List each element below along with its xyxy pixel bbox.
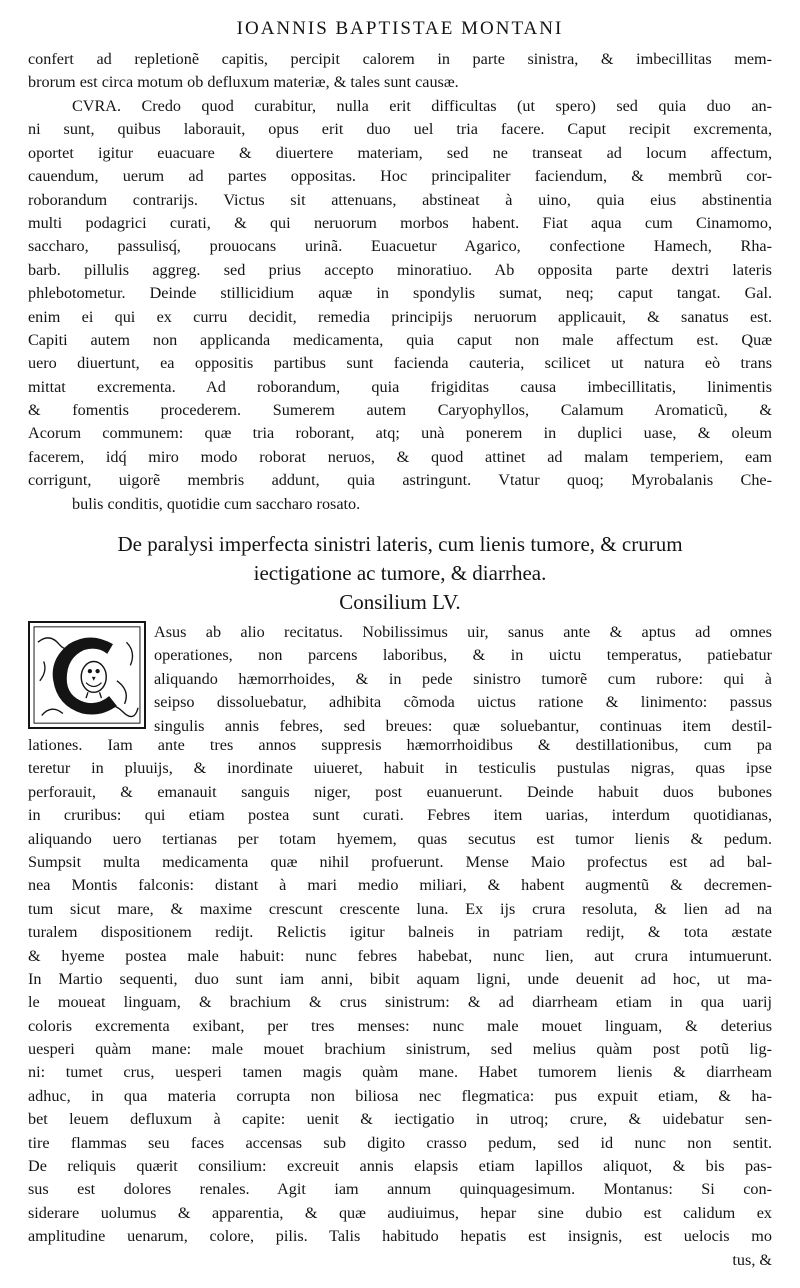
text-line: aliquando hæmorrhoides, & in pede sinistro tumorẽ cum rubore: qui à — [154, 669, 772, 688]
text-line: in cruribus: qui etiam postea sunt curati. Febres item uarias, interdum quotidianas, — [28, 806, 772, 825]
text-line: De reliquis quærit consilium: excreuit annis elapsis etiam lapillos aliquot, & bis pas- — [28, 1157, 772, 1176]
text-line: saccharo, passulisq́, prouocans urinã. Euacuetur Agarico, confectione Hamech, Rha- — [28, 237, 772, 256]
consilium-body — [28, 734, 772, 1272]
text-line: operationes, non parcens laboribus, & in uictu temperatus, patiebatur — [154, 646, 772, 665]
text-line: multi podagrici curati, & qui neruorum morbos habent. Fiat aqua cum Cinamomo, — [28, 213, 772, 232]
paragraph-continuation — [28, 48, 772, 95]
catchword: tus, & — [732, 1250, 772, 1269]
text-line: Capiti autem non applicanda medicamenta, quia caput non male affectum est. Quæ — [28, 330, 772, 349]
consilium-title-line: De paralysi imperfecta sinistri lateris, cum lienis tumore, & crurum — [117, 532, 683, 556]
text-line: uesperi quàm mane: male mouet brachium sinistrum, sed melius quàm post potũ lig- — [28, 1040, 772, 1059]
text-line: adhuc, in qua materia corrupta non biliosa nec flegmatica: pus expuit etiam, & ha- — [28, 1086, 772, 1105]
text-line: mittat excrementa. Ad roborandum, quia frigiditas causa imbecillitatis, linimentis — [28, 377, 772, 396]
text-line: barb. pillulis aggreg. sed prius accepto minoratiuo. Ab opposita parte dextri lateris — [28, 260, 772, 279]
text-line: aliquando uero tertianas per totam hyemem, quas secutus est tumor lienis & pedum. — [28, 829, 772, 848]
text-line: perforauit, & emanauit sanguis niger, post euanuerunt. Deinde habuit duos bubones — [28, 782, 772, 801]
text-line: coloris excrementa exibant, per tres menses: nunc male mouet linguam, & deterius — [28, 1016, 772, 1035]
text-line: siderare uolumus & apparentia, & quæ audiuimus, hepar sine dubio est calidum ex — [28, 1203, 772, 1222]
text-line: singulis annis febres, sed breues: quæ soluebantur, continuas item destil- — [154, 716, 772, 735]
text-line: brorum est circa motum ob defluxum materiæ, & tales sunt causæ. — [28, 73, 459, 92]
text-line: & fomentis procederem. Sumerem autem Caryophyllos, Calamum Aromaticũ, & — [28, 401, 772, 420]
decorated-initial-c-bird-icon — [28, 621, 146, 729]
cura-paragraph — [28, 95, 772, 516]
text-line: roborandum contrarijs. Victus sit attenuans, abstineat à uino, quia eius abstinentia — [28, 190, 772, 209]
text-line: ni sunt, quibus laborauit, opus erit duo uel tria facere. Caput recipit excrementa, — [28, 120, 772, 139]
text-line: corrigunt, uigorẽ membris addunt, quia astringunt. Vtatur quoq; Myrobalanis Che- — [28, 471, 772, 490]
text-line: facerem, idq́ miro modo roborat neruos, & quod attinet ad malam temperiem, eam — [28, 447, 772, 466]
text-line: sus est dolores renales. Agit iam annum quinquagesimum. Montanus: Si con- — [28, 1180, 772, 1199]
text-line: seipso dissoluebatur, adhibita cõmoda uictus ratione & linimento: passus — [154, 693, 772, 712]
text-line: Sumpsit multa medicamenta quæ nihil profuerunt. Mense Maio profectus est ad bal- — [28, 852, 772, 871]
text-line: lationes. Iam ante tres annos suppresis hæmorrhoidibus & destillationibus, cum pa — [28, 736, 772, 754]
text-line: oportet igitur euacuare & diuertere materiam, sed ne transeat ad locum affectum, — [28, 143, 772, 162]
text-line: bet leuem defluxum à capite: uenit & iectigatio in utroq; crure, & uidebatur sen- — [28, 1110, 772, 1129]
text-line: phlebotometur. Deinde stillicidium aquæ in spondylis sumat, neq; caput tangat. Gal. — [28, 284, 772, 303]
consilium-heading — [0, 530, 800, 617]
text-line: bulis conditis, quotidie cum saccharo rosato. — [72, 494, 361, 513]
text-line: uero diuertunt, ea oppositis partibus sunt facienda cauteria, scilicet ut natura eò trans — [28, 354, 772, 373]
text-line: le moueat linguam, & brachium & crus sinistrum: & ad diarrheam etiam in qua uarij — [28, 993, 772, 1012]
text-line: teretur in pluuijs, & inordinate uiueret, habuit in testiculis pustulas nigras, quas ipse — [28, 759, 772, 778]
text-line: ni: tumet crus, uesperi tamen magis quàm mane. Habet tumorem lienis & diarrheam — [28, 1063, 772, 1082]
text-line: turalem dispositionem redijt. Relictis igitur balneis in patriam redijt, & tota æstate — [28, 923, 772, 942]
text-line: Acorum communem: quæ tria roborant, atq; unà ponerem in duplici uase, & oleum — [28, 424, 772, 443]
text-line: enim ei qui ex curru decidit, remedia principijs neruorum applicauit, & sanatus est. — [28, 307, 772, 326]
running-head: IOANNIS BAPTISTAE MONTANI — [236, 18, 564, 39]
text-line: & hyeme postea male habuit: nunc febres habebat, nunc lien, aut crura intumuerunt. — [28, 946, 772, 965]
text-line: nea Montis falconis: distant à mari medio miliari, & habent augmentũ & decremen- — [28, 876, 772, 895]
consilium-opening-lines — [154, 621, 772, 738]
text-line: amplitudine uenarum, colore, pilis. Talis habitudo hepatis est insignis, est uelocis mo — [28, 1227, 772, 1246]
text-line: tum sicut mare, & maxime crescunt crescente luna. Ex ijs crura resoluta, & lien ad na — [28, 899, 772, 918]
consilium-number: Consilium LV. — [339, 590, 461, 614]
text-line: confert ad repletionẽ capitis, percipit calorem in parte sinistra, & imbecillitas mem- — [28, 50, 772, 68]
text-line: cauendum, uerum ad partes oppositas. Hoc principaliter faciendum, & membrũ cor- — [28, 167, 772, 186]
text-line: tire flammas seu faces accensas sub digito crasso pedum, sed id nunc non sentit. — [28, 1133, 772, 1152]
text-line: CVRA. Credo quod curabitur, nulla erit difficultas (ut spero) sed quia duo an- — [72, 97, 772, 115]
consilium-title-line: iectigatione ac tumore, & diarrhea. — [253, 561, 547, 585]
text-line: In Martio sequenti, duo sunt iam anni, bibit aquam ligni, unde deuenit ad hoc, ut ma- — [28, 969, 772, 988]
text-line: Asus ab alio recitatus. Nobilissimus uir, sanus ante & aptus ad omnes — [154, 623, 772, 641]
